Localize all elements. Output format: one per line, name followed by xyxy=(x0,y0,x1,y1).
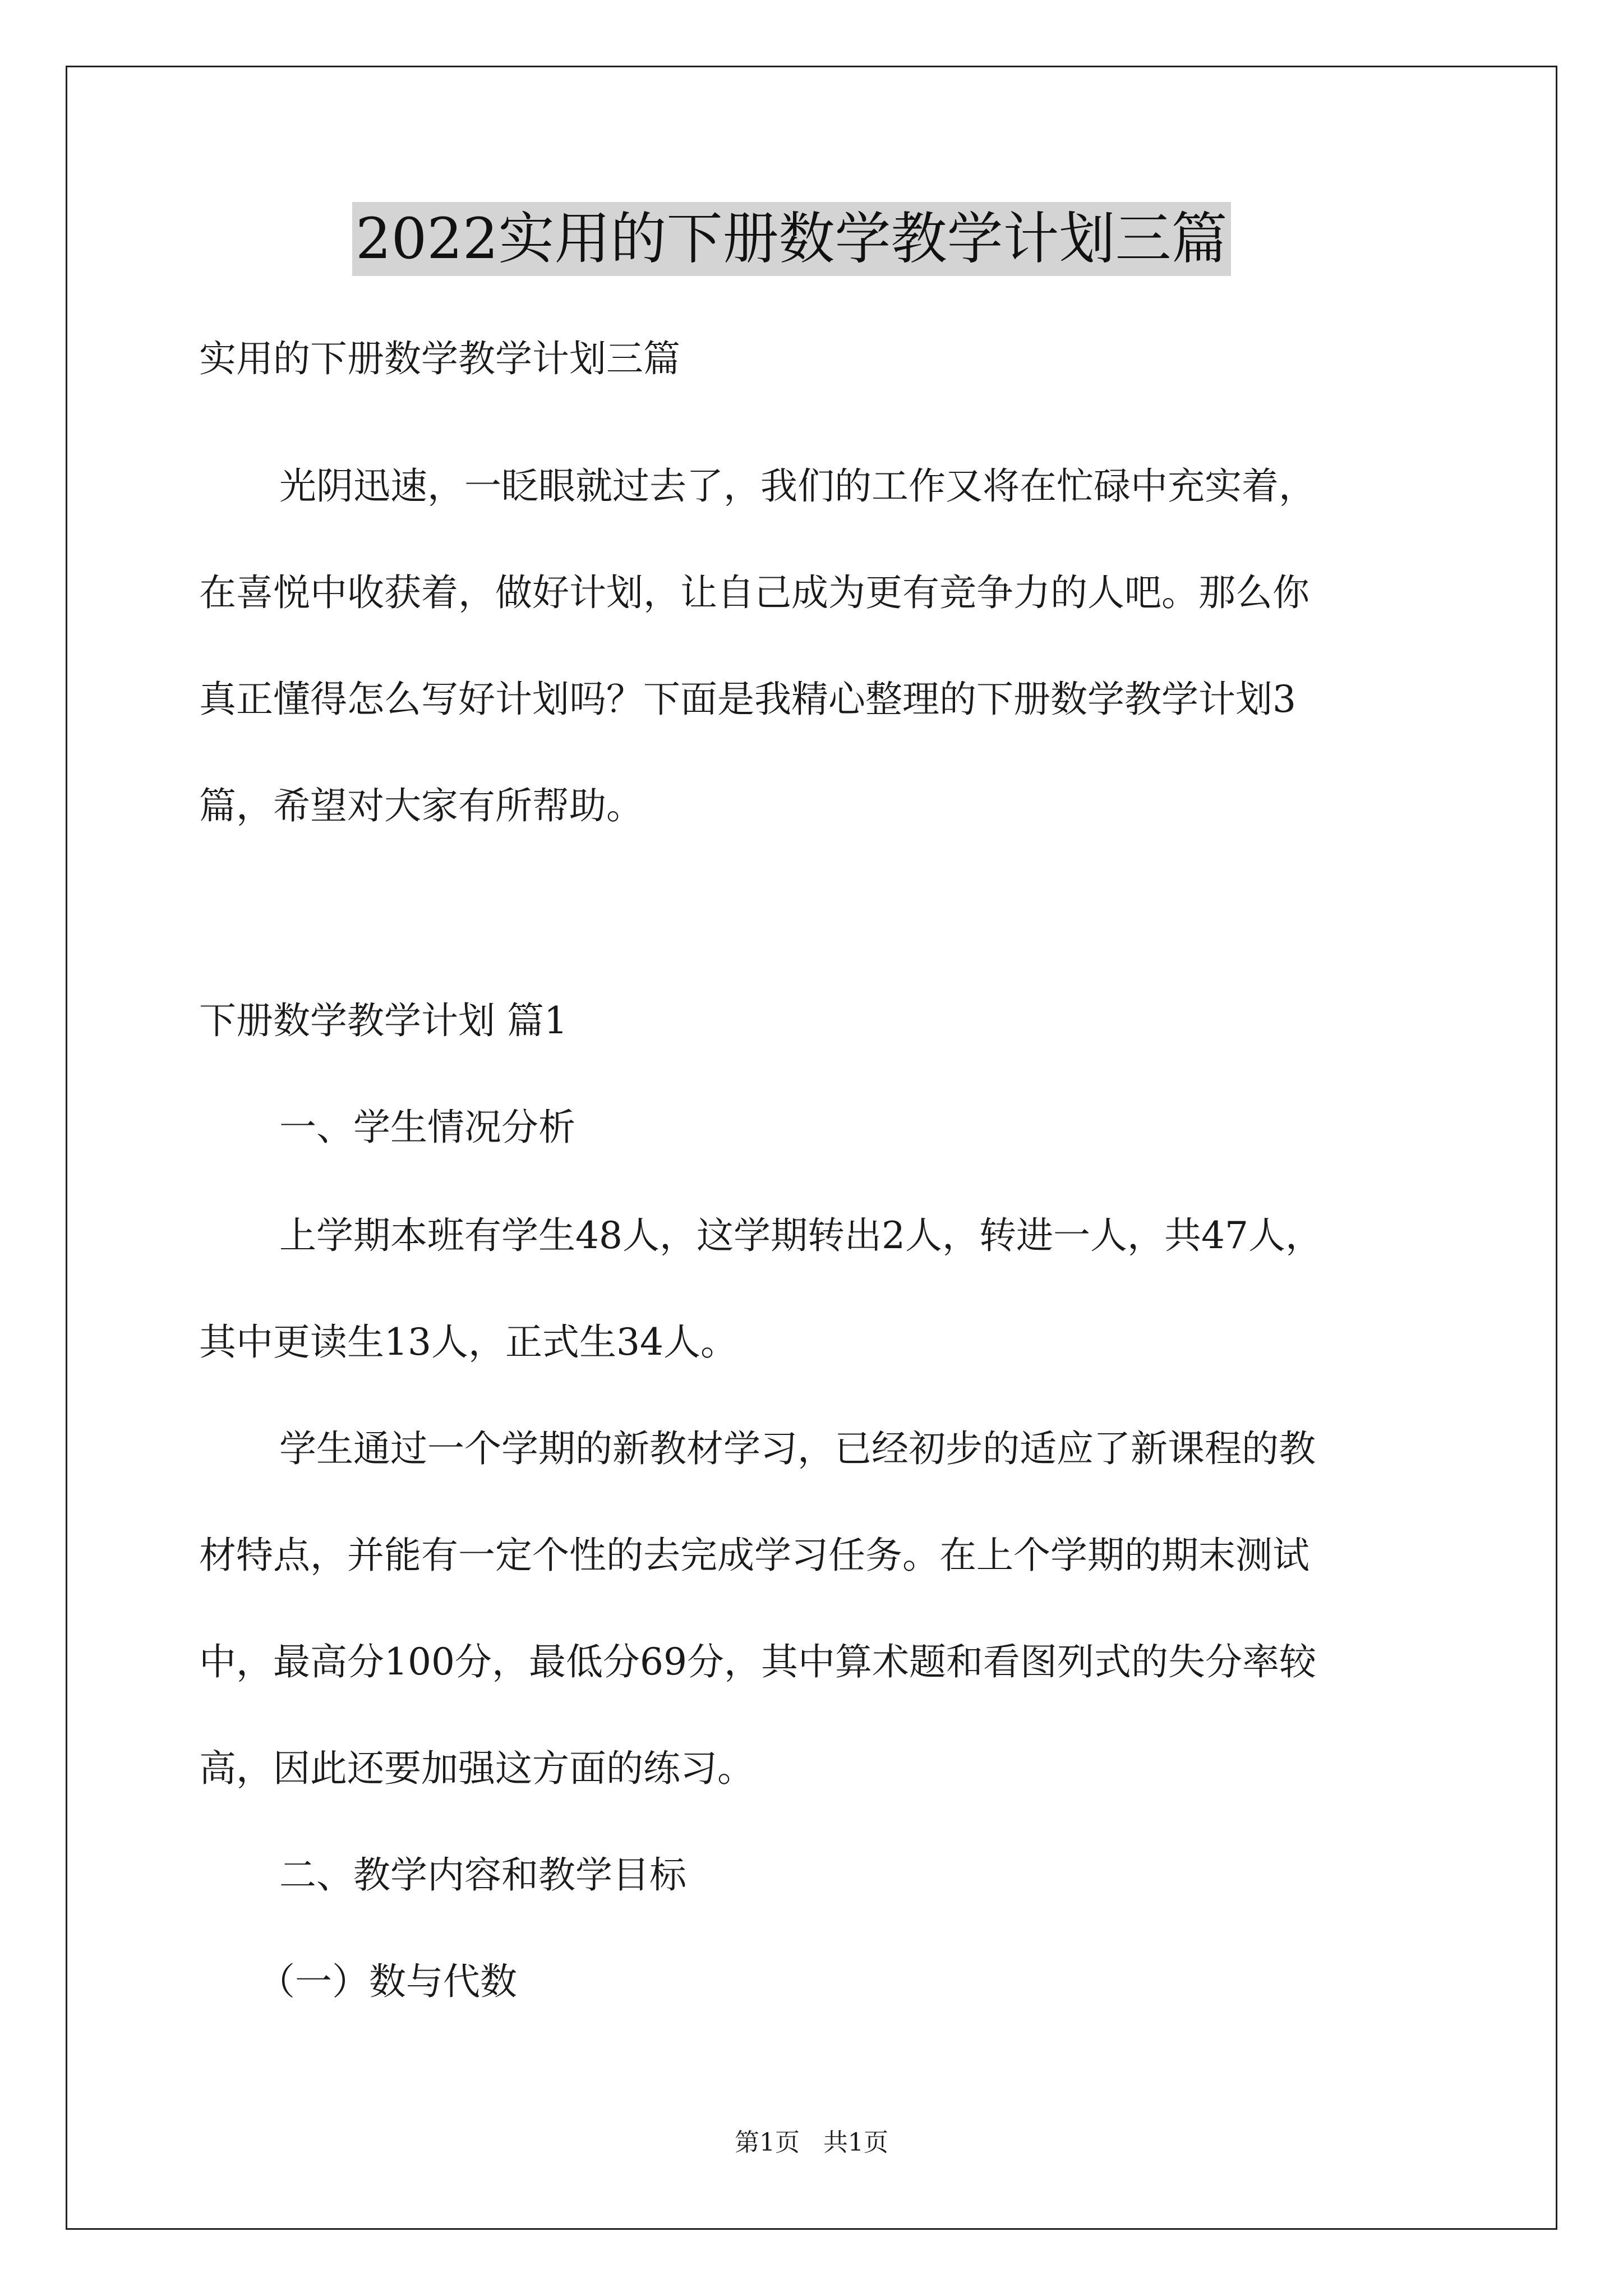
section-heading: 下册数学教学计划 篇1 xyxy=(199,999,568,1042)
intro-line-2: 在喜悦中收获着，做好计划，让自己成为更有竞争力的人吧。那么你 xyxy=(199,571,1310,614)
intro-line-1: 光阴迅速，一眨眼就过去了，我们的工作又将在忙碌中充实着， xyxy=(279,464,1316,508)
page-footer: 第1页 共1页 xyxy=(735,2128,888,2157)
intro-line-4: 篇，希望对大家有所帮助。 xyxy=(199,784,643,827)
analysis-line-4: 高，因此还要加强这方面的练习。 xyxy=(199,1747,754,1790)
heading-teaching-goals: 二、教学内容和教学目标 xyxy=(279,1853,686,1897)
analysis-line-1: 学生通过一个学期的新教材学习，已经初步的适应了新课程的教 xyxy=(279,1427,1316,1470)
intro-line-3: 真正懂得怎么写好计划吗？下面是我精心整理的下册数学教学计划3 xyxy=(199,678,1296,721)
analysis-line-2: 材特点，并能有一定个性的去完成学习任务。在上个学期的期末测试 xyxy=(199,1534,1310,1577)
analysis-line-3: 中，最高分100分，最低分69分，其中算术题和看图列式的失分率较 xyxy=(199,1640,1316,1683)
heading-student-analysis: 一、学生情况分析 xyxy=(279,1106,575,1149)
document-subtitle: 实用的下册数学教学计划三篇 xyxy=(199,337,680,380)
subheading-numbers-algebra: （一）数与代数 xyxy=(258,1960,517,2003)
students-line-1: 上学期本班有学生48人，这学期转出2人，转进一人，共47人， xyxy=(279,1214,1322,1257)
students-line-2: 其中更读生13人，正式生34人。 xyxy=(199,1320,737,1364)
document-title: 2022实用的下册数学教学计划三篇 xyxy=(352,202,1231,276)
